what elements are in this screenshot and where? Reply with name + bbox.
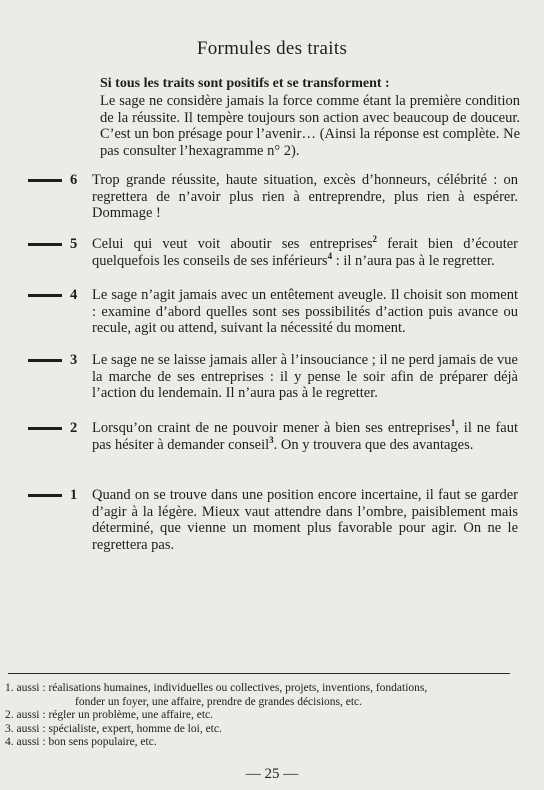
footnote-text: spécialiste, expert, homme de loi, etc. <box>45 722 222 735</box>
trait-text: Le sage n’agit jamais avec un entêtement aveugle. Il choisit son moment : examine d’abord quelles sont ses possibilités d’action puis avance ou recule, agit ou attend, suivant la nécessité du moment. <box>92 287 518 336</box>
trait-number: 5 <box>70 236 78 252</box>
footnote-2 <box>5 709 515 723</box>
page-number: — 25 — <box>245 766 299 782</box>
trait-text-part: , il ne faut pas hésiter à demander conseil <box>92 420 518 453</box>
footnote-text: régler un problème, une affaire, etc. <box>45 709 213 721</box>
trait-number: 3 <box>70 352 78 368</box>
trait-text-part: . On y trouvera que des avantages. <box>273 436 474 453</box>
footnote-text-continued: fonder un foyer, une affaire, prendre de grandes décisions, etc. <box>75 695 363 708</box>
yang-line-icon <box>28 243 62 246</box>
yang-line-icon <box>28 494 62 497</box>
trait-number: 6 <box>70 172 78 188</box>
yang-line-icon <box>28 294 62 297</box>
footnote-1 <box>5 682 515 709</box>
footnotes <box>5 682 515 750</box>
page-title: Formules des traits <box>196 38 348 59</box>
trait-number: 1 <box>70 487 78 503</box>
footnote-ref: 3 <box>269 434 274 445</box>
footnote-text: bon sens populaire, etc. <box>45 736 157 748</box>
footnote-3 <box>5 723 515 737</box>
yang-line-icon <box>28 427 62 430</box>
trait-text-part: Celui qui veut voit aboutir ses entreprises <box>92 236 373 252</box>
yang-line-icon <box>28 179 62 182</box>
trait-text <box>92 236 518 269</box>
footnote-ref: 4 <box>327 250 333 261</box>
trait-number: 4 <box>70 287 78 303</box>
footnote-4 <box>5 736 515 750</box>
footnote-ref: 1 <box>450 418 456 429</box>
intro-body: Le sage ne considère jamais la force comme étant la première condition de la réussite. Il tempère toujours son action avec beaucoup de douceur. C’est un bon présage pour l’avenir… (Ainsi la réponse est complète. Ne pas consulter l’hexagramme n° 2). <box>100 93 520 159</box>
footnote-label: 2. aussi : <box>5 709 46 721</box>
footnote-label: 1. aussi : <box>5 682 46 694</box>
trait-number: 2 <box>70 420 78 436</box>
intro-block <box>100 76 520 159</box>
footnote-label: 4. aussi : <box>5 736 46 748</box>
trait-text: Le sage ne se laisse jamais aller à l’insouciance ; il ne perd jamais de vue la marche de ses entreprises : il y pense le soir afin de préparer déjà l’action du lendemain. Il n’aura pas à le regretter. <box>92 352 518 401</box>
intro-heading: Si tous les traits sont positifs et se transforment : <box>100 76 390 91</box>
footnote-label: 3. aussi : <box>5 722 46 735</box>
trait-text-part: : il n’aura pas à le regretter. <box>332 252 495 269</box>
trait-text <box>92 420 518 453</box>
trait-text: Quand on se trouve dans une position encore incertaine, il faut se garder d’agir à la légère. Mieux vaut attendre dans l’ombre, paisiblement mais déterminé, que vienne un moment plus favorable pour agir. On ne le regrettera pas. <box>92 487 518 553</box>
yang-line-icon <box>28 359 62 362</box>
footnote-text: réalisations humaines, individuelles ou collectives, projets, inventions, fondations, <box>45 682 428 694</box>
trait-text: Trop grande réussite, haute situation, excès d’honneurs, célébrité : on regrettera de n’avoir plus rien à entreprendre, plus rien à espérer. Dommage ! <box>92 172 518 221</box>
trait-text-part: ferait bien d’écouter quelquefois les conseils de ses inférieurs <box>92 236 518 269</box>
footnote-divider <box>8 673 510 674</box>
footnote-ref: 2 <box>372 234 377 245</box>
trait-text-part: Lorsqu’on craint de ne pouvoir mener à bien ses entreprises <box>92 420 451 436</box>
